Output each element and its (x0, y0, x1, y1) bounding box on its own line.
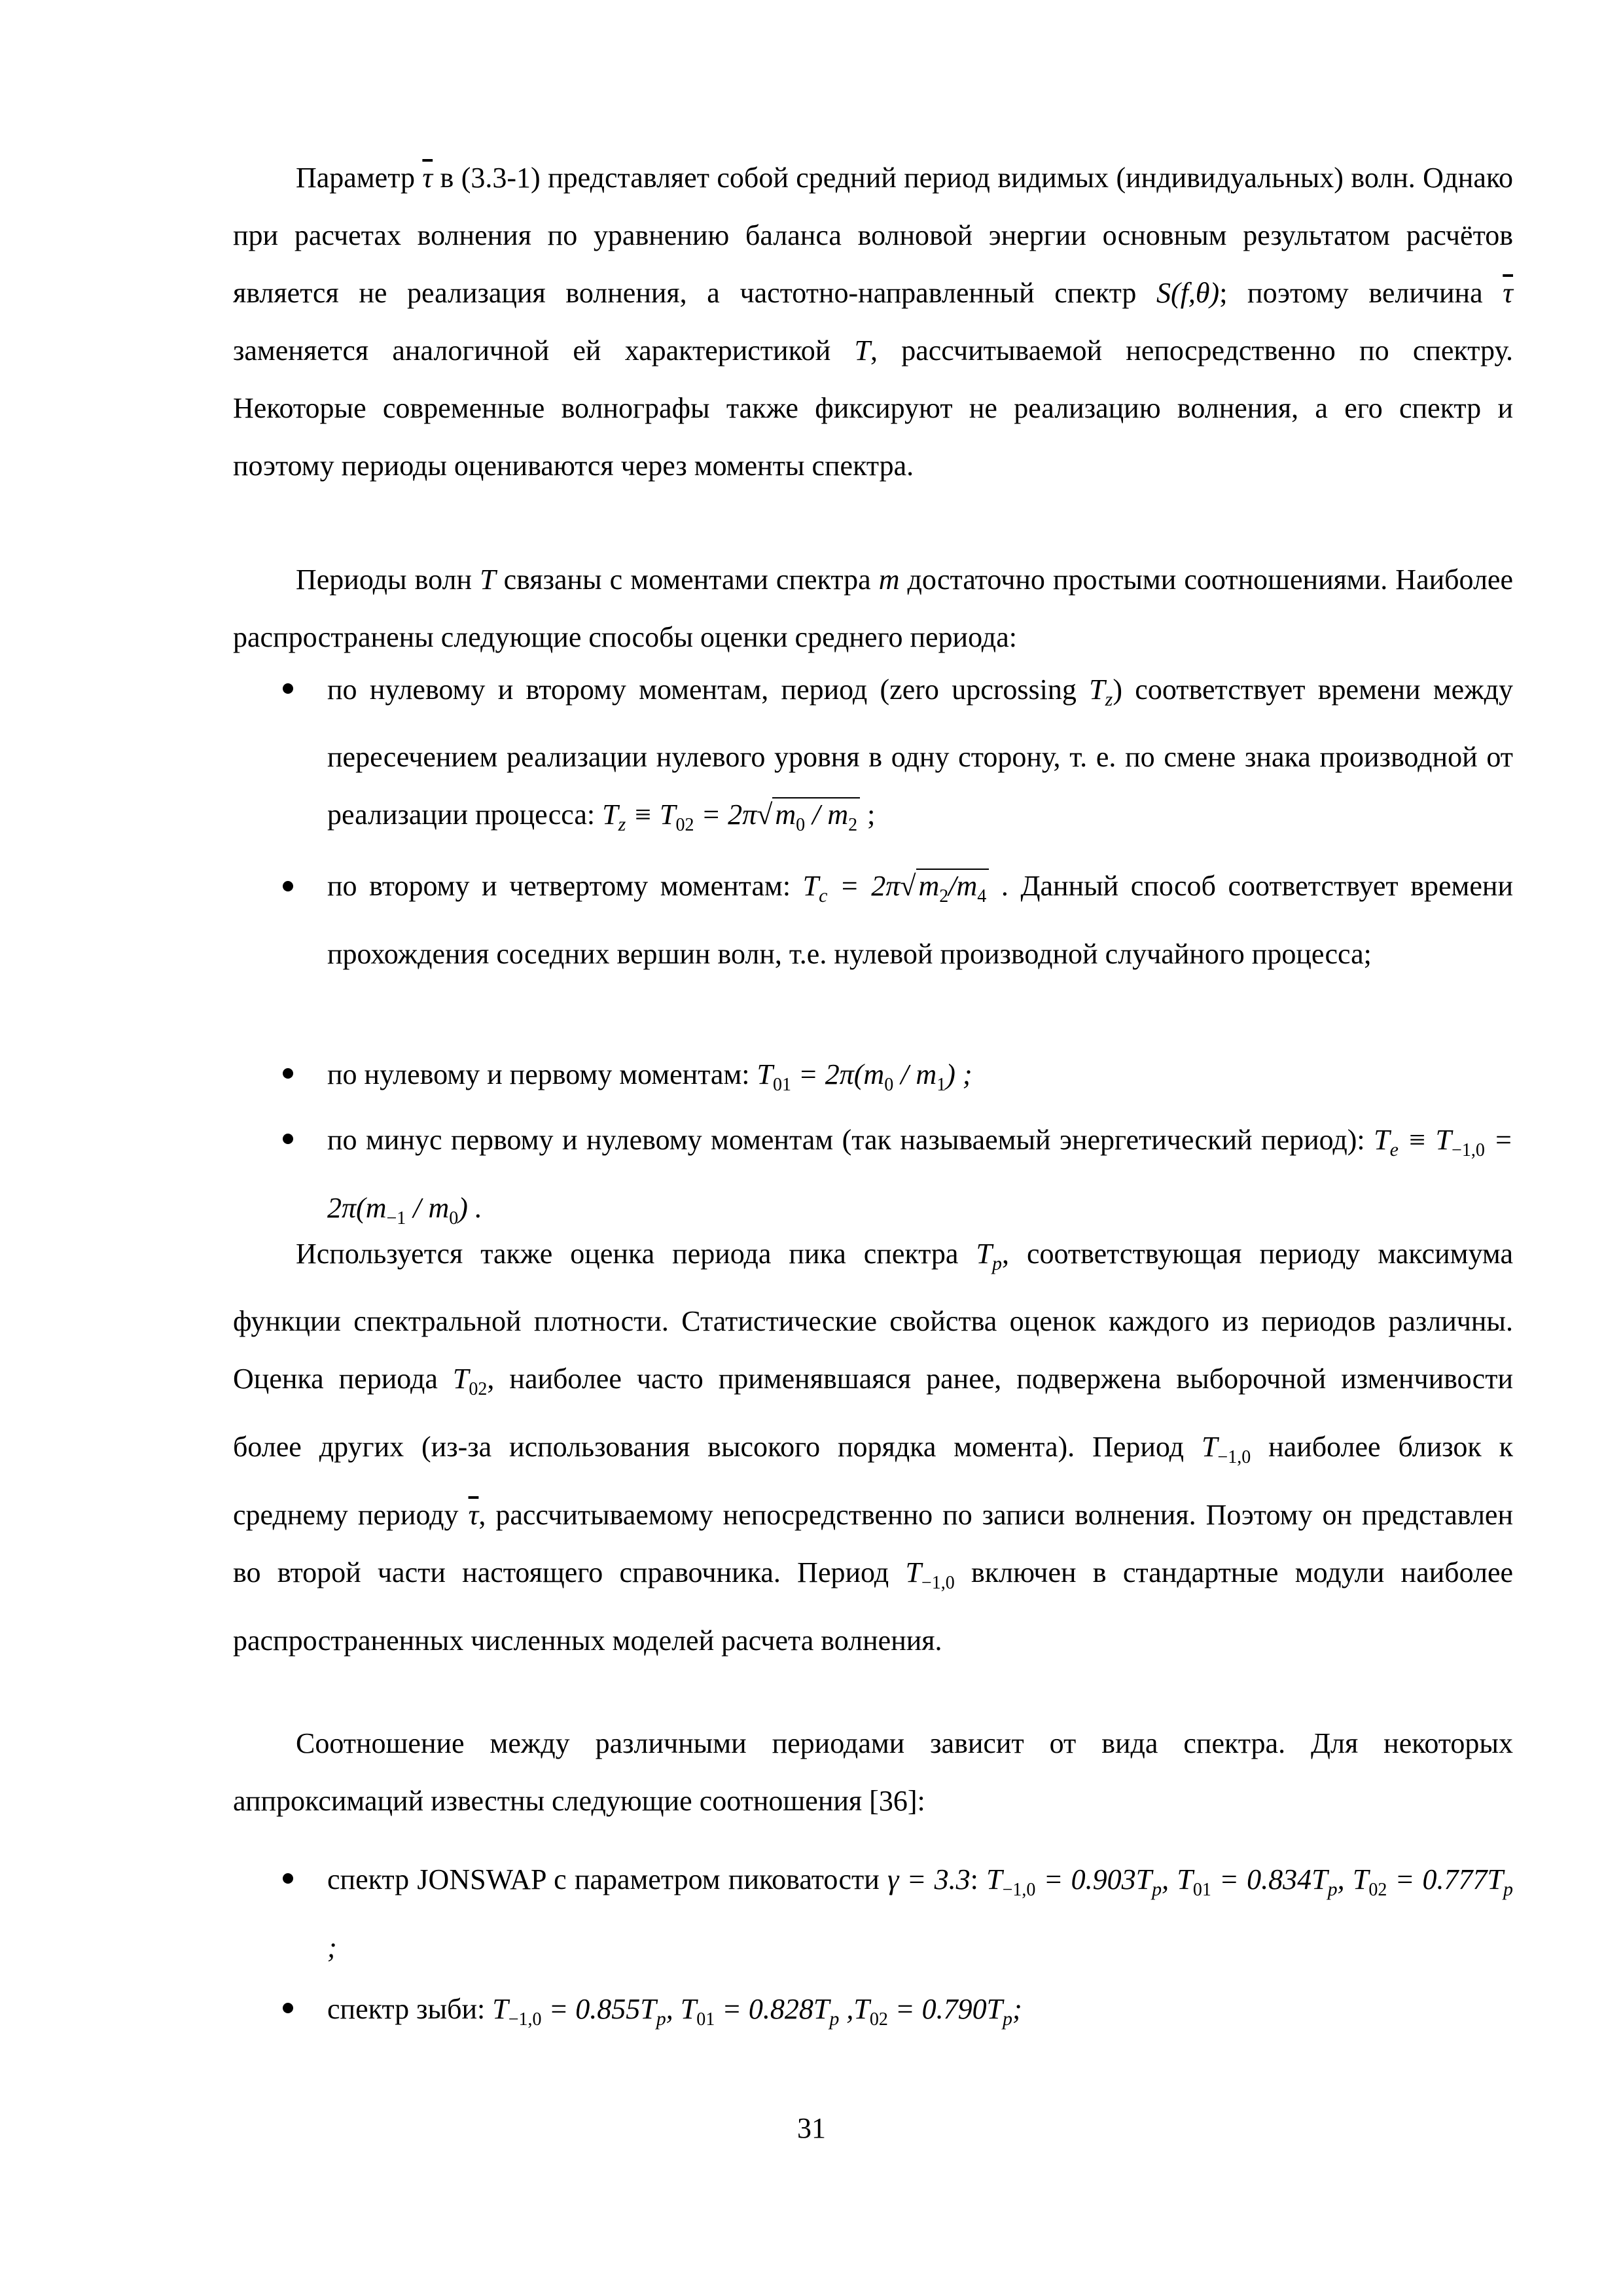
formula-part: = 2π (827, 870, 901, 902)
formula-part: , (839, 1993, 854, 2025)
formula-part: T (492, 1993, 508, 2025)
text: достаточно простыми соотношениями. Наиболее распространены следующие способы оценки среднего периода: (233, 564, 1513, 653)
text: , соответствующая периоду максимума функции спектральной плотности. Статистические свойства оценок каждого из периодов различны. Оценка периода (233, 1238, 1513, 1395)
subscript: 02 (675, 815, 694, 835)
subscript: 4 (977, 886, 987, 906)
text: Параметр (296, 162, 423, 194)
subscript: 01 (696, 2009, 715, 2030)
text: Соотношение между различными периодами зависит от вида спектра. Для некоторых аппроксимаций известны следующие соотношения [36]: (233, 1727, 1513, 1817)
subscript: z (1105, 689, 1113, 710)
text: . Данный способ соответствует времени прохождения соседних вершин волн, т.е. нулевой производной случайного процесса; (327, 870, 1514, 970)
formula-part: = 0.777T (1387, 1863, 1504, 1895)
Tz-symbol: T (1089, 673, 1105, 706)
formula-part: = 0.855T (541, 1993, 656, 2025)
bullet-icon (283, 683, 293, 694)
subscript: −1,0 (508, 2009, 542, 2030)
list-item-swell (327, 1981, 1513, 2049)
formula-t01 (757, 1058, 972, 1095)
text: , рассчитываемой непосредственно по спектру. Некоторые современные волнографы также фиксируют не реализацию волнения, а его спектр и поэтому периоды оцениваются через моменты спектра. (233, 334, 1513, 482)
sqrt-sign: √ (757, 798, 773, 831)
text: ; (860, 798, 876, 831)
subscript: −1 (386, 1208, 406, 1229)
paragraph-tau-definition (233, 149, 1513, 495)
subscript: 0 (796, 815, 806, 835)
subscript: 01 (773, 1075, 792, 1095)
formula-part: T (680, 1993, 697, 2025)
page-number: 31 (797, 2112, 826, 2144)
formula-part: = 2π(m (791, 1058, 885, 1090)
text: , наиболее часто применявшаяся ранее, подвержена выборочной изменчивости более других (из-за использования высокого порядка момента). Период (233, 1363, 1513, 1463)
bullet-icon (283, 1873, 293, 1884)
T-symbol: T (854, 334, 870, 367)
T-symbol: T (480, 564, 496, 596)
formula-part: T (802, 870, 819, 902)
list-item-zero-second (327, 661, 1513, 854)
list-item-zero-first (327, 1046, 1513, 1114)
formula-part: T (1177, 1863, 1193, 1895)
formula-tc (802, 870, 990, 906)
subscript: c (819, 885, 828, 906)
formula-part: / m (805, 798, 849, 831)
formula-part: ; (1012, 1993, 1022, 2025)
text: связаны с моментами спектра (495, 564, 879, 596)
formula-part: ; (327, 1931, 337, 1964)
gamma-formula: γ = 3.3 (887, 1863, 971, 1895)
subscript: 2 (848, 815, 858, 835)
subscript: p (656, 2008, 666, 2030)
formula-swell (492, 1993, 1022, 2030)
formula-part: , (1337, 1863, 1353, 1895)
subscript: p (1003, 2008, 1013, 2030)
subscript: z (618, 814, 626, 835)
formula-part: T (1352, 1863, 1369, 1895)
formula-part: ≡ T (626, 798, 676, 831)
tau-symbol: $\overline{\tau}$ (468, 1499, 479, 1531)
formula-part: = 0.828T (715, 1993, 830, 2025)
formula-part: , (1162, 1863, 1177, 1895)
formula-part: T (1374, 1124, 1390, 1156)
subscript: −1,0 (1002, 1880, 1036, 1900)
subscript: −1,0 (921, 1573, 955, 1593)
text: спектр зыби: (327, 1993, 493, 2025)
formula-part: T (757, 1058, 774, 1090)
paragraph-relations (233, 1715, 1513, 1830)
formula-part: = 0.790T (887, 1993, 1003, 2025)
subscript: e (1389, 1139, 1399, 1160)
formula-part: /m (948, 870, 978, 902)
text: наиболее близок к среднему периоду (233, 1431, 1513, 1531)
formula-part: / m (406, 1192, 450, 1224)
text: по нулевому и первому моментам: (327, 1058, 757, 1090)
bullet-icon (283, 1068, 293, 1079)
bullet-icon (283, 2003, 293, 2013)
formula-part: = 2π (694, 798, 757, 831)
text: включен в стандартные модули наиболее распространенных численных моделей расчета волнения. (233, 1556, 1513, 1657)
subscript: 1 (936, 1075, 946, 1095)
paragraph-peak-period (233, 1225, 1513, 1670)
subscript: p (1327, 1878, 1338, 1900)
subscript: 02 (869, 2009, 888, 2030)
subscript: p (1503, 1878, 1514, 1900)
formula-part: = 0.834T (1211, 1863, 1328, 1895)
text: в (3.3-1) представляет собой средний период видимых (индивидуальных) волн. Однако при расчетах волнения по уравнению баланса волновой энергии основным результатом расчётов является не реализация волнения, а частотно-направленный спектр (233, 162, 1513, 309)
formula-part: m (918, 870, 940, 902)
subscript: −1,0 (1217, 1447, 1251, 1467)
subscript: 01 (1192, 1880, 1211, 1900)
subscript: 2 (939, 886, 949, 906)
text: по второму и четвертому моментам: (327, 870, 803, 902)
text: по минус первому и нулевому моментам (так называемый энергетический период): (327, 1124, 1374, 1156)
formula-part: T (986, 1863, 1003, 1895)
T02-symbol: T (452, 1363, 469, 1395)
text: : (970, 1863, 987, 1895)
formula-tz (602, 798, 860, 835)
Tp-symbol: T (976, 1238, 992, 1270)
subscript: −1,0 (1452, 1140, 1485, 1160)
formula-spectrum: S(f,θ) (1156, 277, 1220, 309)
subscript: p (829, 2008, 840, 2030)
subscript: 0 (884, 1075, 894, 1095)
subscript: 02 (1368, 1880, 1387, 1900)
sqrt-body (772, 797, 860, 835)
formula-part: = 2π(m (327, 1124, 1513, 1224)
text: Периоды волн (296, 564, 480, 596)
text: спектр JONSWAP с параметром пиковатости (327, 1863, 888, 1895)
m-symbol: m (878, 564, 900, 596)
tau-symbol: $\overline{\tau}$ (422, 162, 433, 194)
formula-part: , (666, 1993, 681, 2025)
subscript: p (1152, 1878, 1162, 1900)
T10-symbol: T (905, 1556, 921, 1588)
formula-part: m (775, 798, 796, 831)
formula-part: ) . (458, 1192, 482, 1224)
text: ) соответствует времени между пересечением реализации нулевого уровня в одну сторону, т. е. по смене знака производной от реализации процесса: (327, 673, 1513, 831)
bullet-icon (283, 1134, 293, 1144)
sqrt-body (916, 869, 990, 906)
text: заменяется аналогичной ей характеристикой (233, 334, 855, 367)
subscript: 0 (449, 1208, 459, 1229)
formula-part: ≡ T (1398, 1124, 1452, 1156)
subscript: p (991, 1253, 1002, 1274)
text: , рассчитываемому непосредственно по записи волнения. Поэтому он представлен во второй части настоящего справочника. Период (233, 1499, 1513, 1588)
tau-symbol: $\overline{\tau}$ (1503, 277, 1514, 309)
T10-symbol: T (1201, 1431, 1218, 1463)
text: ; поэтому величина (1219, 277, 1503, 309)
subscript: 02 (469, 1379, 488, 1399)
list-item-jonswap (327, 1851, 1513, 1977)
formula-part: T (602, 798, 618, 831)
formula-part: / m (893, 1058, 937, 1090)
text: по нулевому и второму моментам, период (zero upcrossing (327, 673, 1090, 706)
sqrt-sign: √ (900, 870, 916, 902)
text: Используется также оценка периода пика спектра (296, 1238, 976, 1270)
formula-part: = 0.903T (1035, 1863, 1152, 1895)
list-item-second-fourth (327, 857, 1513, 983)
paragraph-periods-moments (233, 551, 1513, 666)
formula-part: ) ; (946, 1058, 972, 1090)
formula-part: T (853, 1993, 870, 2025)
bullet-icon (283, 881, 293, 891)
